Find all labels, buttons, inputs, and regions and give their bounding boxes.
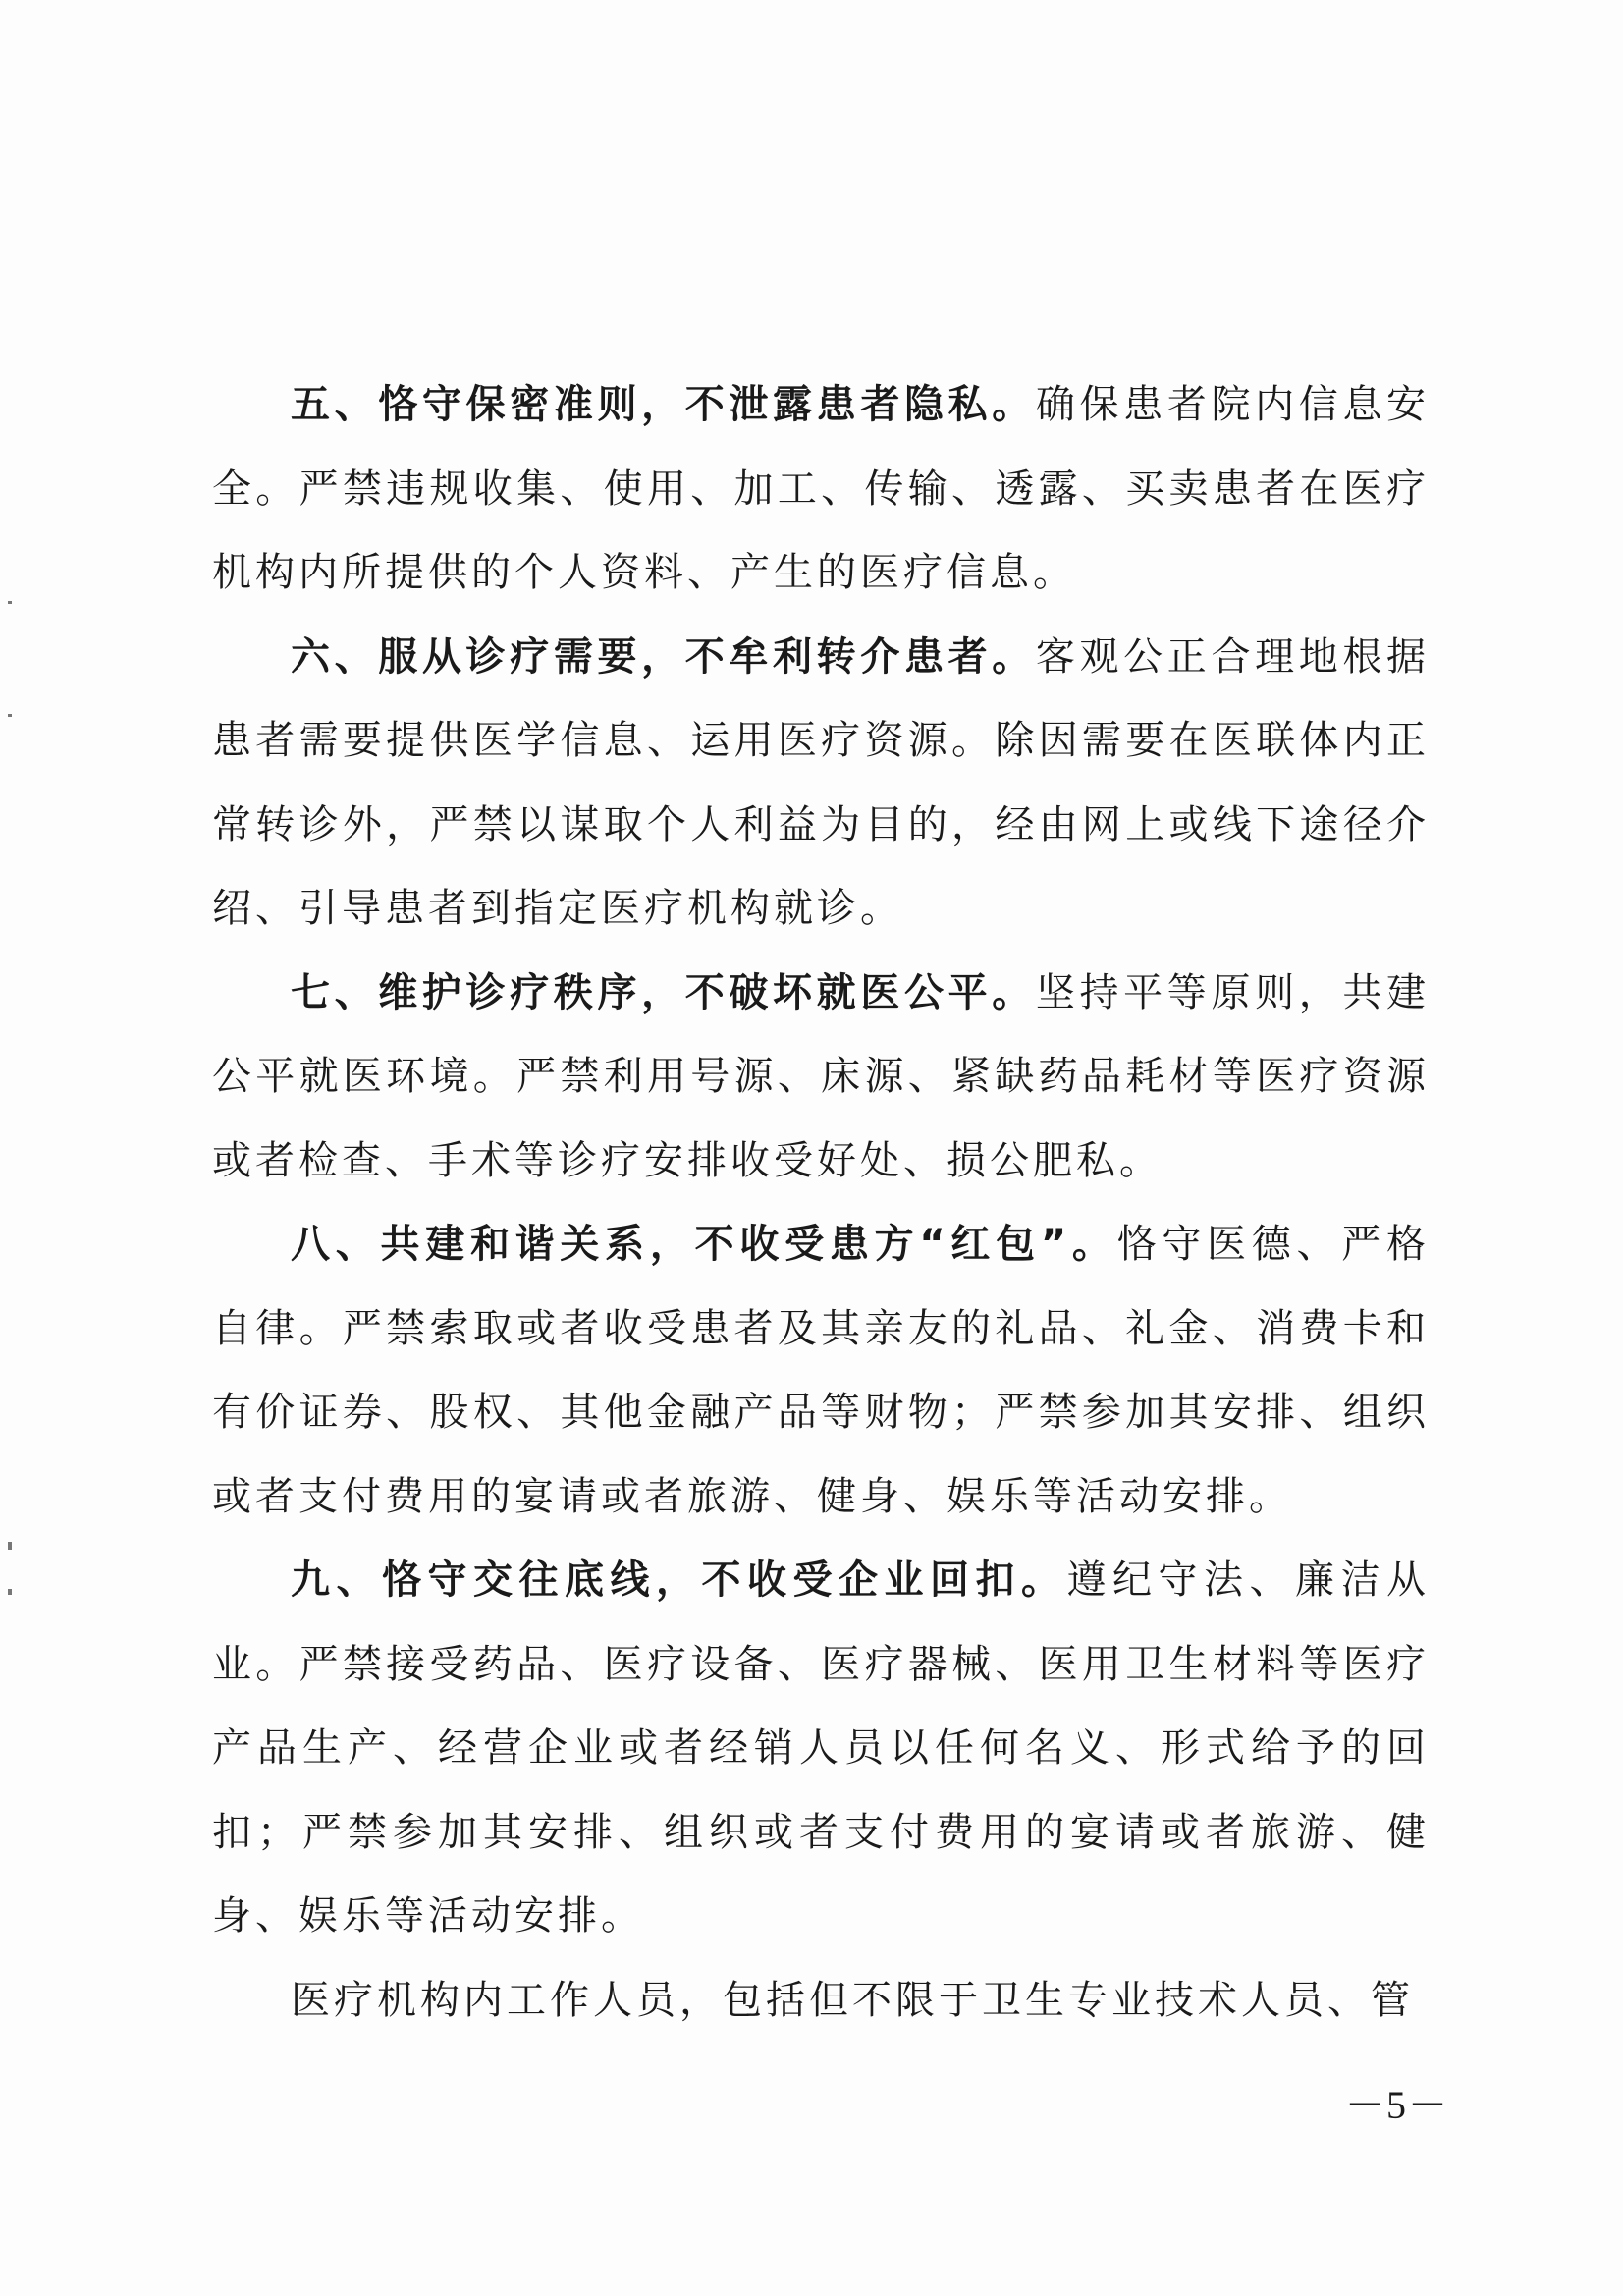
paragraph-text: 医疗机构内工作人员，包括但不限于卫生专业技术人员、管 <box>291 1977 1414 2023</box>
paragraph-6 <box>212 616 1430 952</box>
paragraph-text: 确保患者院内信息安全。严禁违规收集、使用、加工、传输、透露、买卖患者在医疗机构内所提供的个人资料、产生的医疗信息。 <box>212 382 1431 595</box>
scan-mark <box>8 601 12 604</box>
paragraph-heading: 六、服从诊疗需要，不牟利转介患者。 <box>291 633 1036 680</box>
paragraph-8 <box>212 1203 1430 1539</box>
paragraph-heading: 八、共建和谐关系，不收受患方“红包”。 <box>291 1222 1117 1267</box>
scan-mark <box>8 1589 12 1595</box>
paragraph-7 <box>212 952 1430 1204</box>
scan-mark <box>8 714 12 717</box>
scan-mark <box>8 1542 12 1550</box>
paragraph-5 <box>212 363 1430 616</box>
paragraph-heading: 九、恪守交往底线，不收受企业回扣。 <box>291 1558 1067 1603</box>
paragraph-text: 遵纪守法、廉洁从业。严禁接受药品、医疗设备、医疗器械、医用卫生材料等医疗产品生产、经营企业或者经销人员以任何名义、形式给予的回扣；严禁参加其安排、组织或者支付费用的宴请或者旅游、健身、娱乐等活动安排。 <box>212 1558 1430 1939</box>
paragraph-continuation <box>212 1959 1430 2044</box>
paragraph-text: 恪守医德、严格自律。严禁索取或者收受患者及其亲友的礼品、礼金、消费卡和有价证券、股权、其他金融产品等财物；严禁参加其安排、组织或者支付费用的宴请或者旅游、健身、娱乐等活动安排。 <box>212 1222 1430 1519</box>
paragraph-9 <box>212 1539 1430 1959</box>
document-body <box>212 363 1430 2043</box>
paragraph-heading: 七、维护诊疗秩序，不破坏就医公平。 <box>291 969 1036 1015</box>
paragraph-text: 坚持平等原则，共建公平就医环境。严禁利用号源、床源、紧缺药品耗材等医疗资源或者检查、手术等诊疗安排收受好处、损公肥私。 <box>212 969 1431 1183</box>
paragraph-text: 客观公正合理地根据患者需要提供医学信息、运用医疗资源。除因需要在医联体内正常转诊外，严禁以谋取个人利益为目的，经由网上或线下途径介绍、引导患者到指定医疗机构就诊。 <box>212 633 1431 931</box>
paragraph-heading: 五、恪守保密准则，不泄露患者隐私。 <box>291 382 1036 427</box>
page-number: －5－ <box>1345 2083 1449 2127</box>
